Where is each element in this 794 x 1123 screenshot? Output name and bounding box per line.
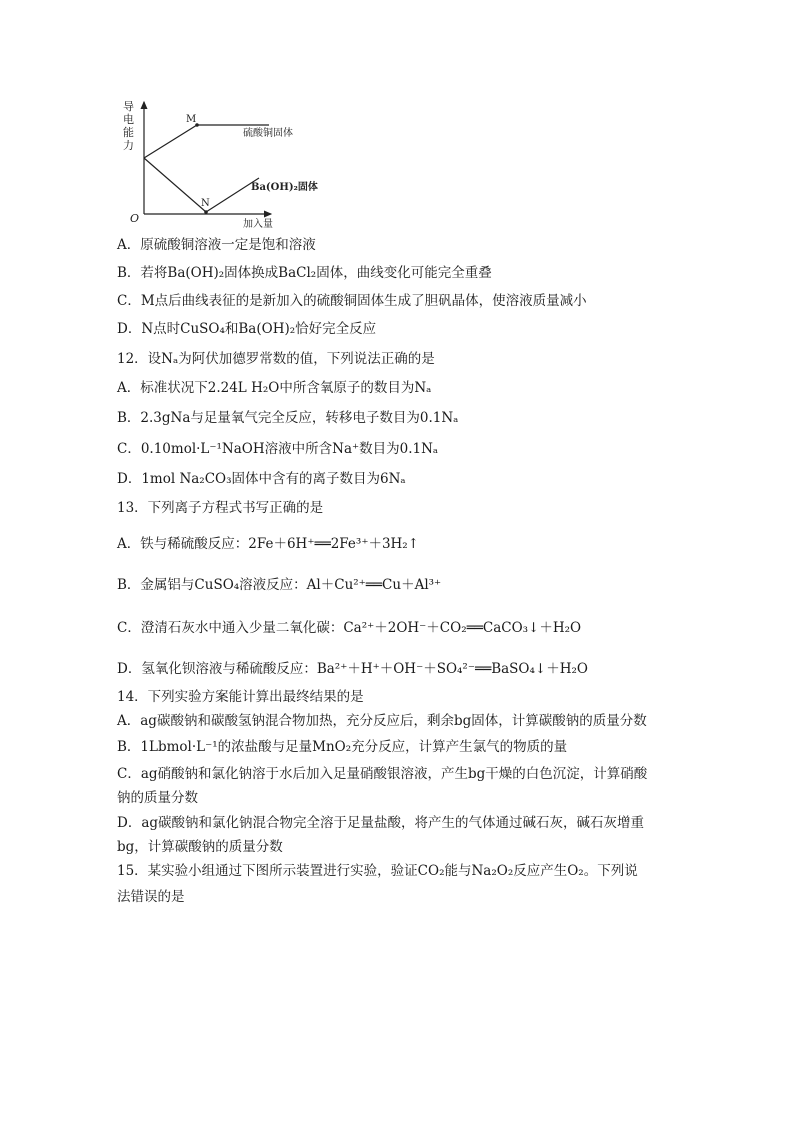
q11-option-c: C．M点后曲线表征的是新加入的硫酸铜固体生成了胆矾晶体，使溶液质量减小	[117, 293, 587, 309]
y-axis-label-4: 力	[123, 139, 134, 152]
y-axis-label-1: 导	[123, 100, 134, 113]
q14-option-a: A．ag碳酸钠和碳酸氢钠混合物加热，充分反应后，剩余bg固体，计算碳酸钠的质量分数	[117, 713, 647, 729]
q13-option-d: D．氢氧化钡溶液与稀硫酸反应：Ba²⁺＋H⁺＋OH⁻＋SO₄²⁻══BaSO₄↓＋H₂O	[117, 661, 588, 677]
conductivity-graph	[113, 96, 318, 231]
q14-stem: 14．下列实验方案能计算出最终结果的是	[117, 689, 364, 705]
q12-option-d: D．1mol Na₂CO₃固体中含有的离子数目为6Nₐ	[117, 471, 406, 487]
point-n-dot	[204, 210, 208, 214]
curve-upper-label: 硫酸铜固体	[243, 128, 293, 139]
q14-option-b: B．1Lbmol·L⁻¹的浓盐酸与足量MnO₂充分反应，计算产生氯气的物质的量	[117, 739, 568, 755]
q12-option-b: B．2.3gNa与足量氧气完全反应，转移电子数目为0.1Nₐ	[117, 410, 459, 426]
curve-lower-label: Ba(OH)₂固体	[251, 182, 318, 193]
q13-option-b: B．金属铝与CuSO₄溶液反应：Al＋Cu²⁺══Cu＋Al³⁺	[117, 577, 442, 593]
q14-option-d-line2: bg，计算碳酸钠的质量分数	[117, 839, 283, 855]
q11-option-d: D．N点时CuSO₄和Ba(OH)₂恰好完全反应	[117, 321, 377, 337]
point-n-label: N	[201, 198, 210, 209]
q13-stem: 13．下列离子方程式书写正确的是	[117, 500, 324, 516]
q12-stem: 12．设Nₐ为阿伏加德罗常数的值，下列说法正确的是	[117, 351, 435, 367]
q14-option-c-line1: C．ag硝酸钠和氯化钠溶于水后加入足量硝酸银溶液，产生bg干燥的白色沉淀，计算硝酸	[117, 766, 648, 782]
q13-option-a: A．铁与稀硫酸反应：2Fe＋6H⁺══2Fe³⁺＋3H₂↑	[117, 536, 420, 552]
y-axis-label-3: 能	[123, 126, 134, 139]
q15-stem-line2: 法错误的是	[117, 889, 185, 905]
q15-stem-line1: 15．某实验小组通过下图所示装置进行实验，验证CO₂能与Na₂O₂反应产生O₂。下列说	[117, 863, 638, 879]
q14-option-d-line1: D．ag碳酸钠和氯化钠混合物完全溶于足量盐酸，将产生的气体通过碱石灰，碱石灰增重	[117, 815, 645, 831]
q14-option-c-line2: 钠的质量分数	[117, 790, 198, 806]
point-m-label: M	[186, 114, 197, 125]
q11-option-b: B．若将Ba(OH)₂固体换成BaCl₂固体，曲线变化可能完全重叠	[117, 265, 492, 281]
y-axis-label-2: 电	[123, 113, 134, 126]
origin-label: O	[130, 212, 140, 225]
x-axis-label: 加入量	[243, 219, 273, 230]
q12-option-a: A．标准状况下2.24L H₂O中所含氧原子的数目为Nₐ	[117, 380, 432, 396]
q12-option-c: C．0.10mol·L⁻¹NaOH溶液中所含Na⁺数目为0.1Nₐ	[117, 441, 439, 457]
q11-option-a: A．原硫酸铜溶液一定是饱和溶液	[117, 237, 316, 253]
q13-option-c: C．澄清石灰水中通入少量二氧化碳：Ca²⁺＋2OH⁻＋CO₂══CaCO₃↓＋H₂O	[117, 620, 582, 636]
